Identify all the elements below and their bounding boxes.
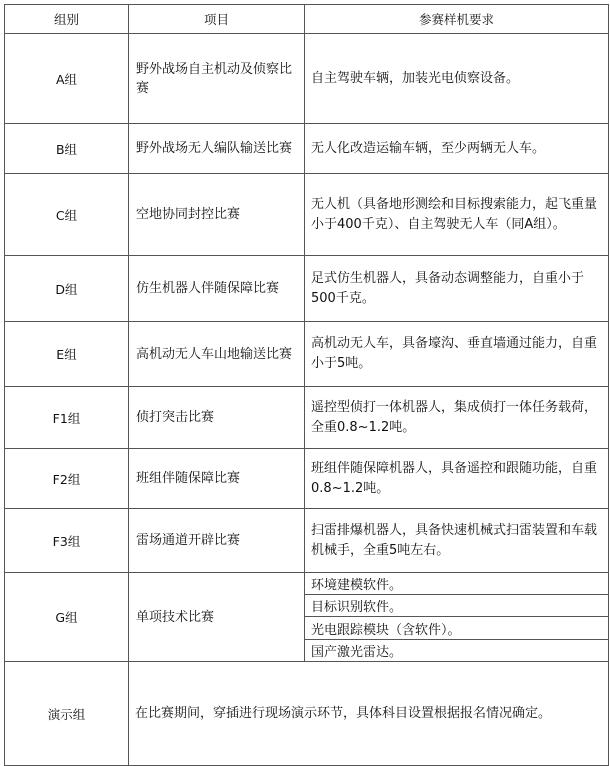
group-cell: E组 — [5, 322, 129, 387]
requirement-cell: 无人机（具备地形测绘和目标搜索能力，起飞重量小于400千克）、自主驾驶无人车（同A组）。 — [305, 174, 609, 256]
list-item: 国产激光雷达。 — [311, 644, 403, 660]
table-row — [5, 509, 609, 573]
table-row — [5, 387, 609, 449]
requirement-cell: 无人化改造运输车辆，至少两辆无人车。 — [305, 124, 609, 174]
list-item: 光电跟踪模块（含软件）。 — [305, 617, 608, 639]
project-cell: 侦打突击比赛 — [129, 387, 305, 449]
project-cell: 单项技术比赛 — [129, 573, 305, 662]
header-row — [5, 5, 609, 34]
requirement-cell: 自主驾驶车辆，加装光电侦察设备。 — [305, 34, 609, 124]
header-group: 组别 — [5, 5, 129, 34]
group-cell: 演示组 — [5, 662, 129, 766]
table-row-demo — [5, 662, 609, 766]
competition-table — [4, 4, 609, 766]
group-cell: B组 — [5, 124, 129, 174]
requirement-cell: 班组伴随保障机器人，具备遥控和跟随功能，自重0.8~1.2吨。 — [305, 449, 609, 509]
demo-text-cell: 在比赛期间，穿插进行现场演示环节，具体科目设置根据报名情况确定。 — [129, 662, 609, 766]
table-row — [5, 322, 609, 387]
list-item: 环境建模软件。 — [305, 573, 608, 595]
requirement-cell: 高机动无人车，具备壕沟、垂直墙通过能力，自重小于5吨。 — [305, 322, 609, 387]
project-cell: 雷场通道开辟比赛 — [129, 509, 305, 573]
project-cell: 空地协同封控比赛 — [129, 174, 305, 256]
table-row — [5, 174, 609, 256]
table-row — [5, 34, 609, 124]
project-cell: 仿生机器人伴随保障比赛 — [129, 256, 305, 322]
project-cell: 班组伴随保障比赛 — [129, 449, 305, 509]
requirement-cell: 扫雷排爆机器人，具备快速机械式扫雷装置和车载机械手，全重5吨左右。 — [305, 509, 609, 573]
table-row — [5, 449, 609, 509]
table-row-g — [5, 573, 609, 662]
project-cell: 野外战场无人编队输送比赛 — [129, 124, 305, 174]
group-cell: A组 — [5, 34, 129, 124]
requirement-cell — [305, 573, 609, 662]
table-row — [5, 256, 609, 322]
group-cell: F3组 — [5, 509, 129, 573]
project-cell: 野外战场自主机动及侦察比赛 — [129, 34, 305, 124]
requirement-cell: 足式仿生机器人，具备动态调整能力，自重小于500千克。 — [305, 256, 609, 322]
group-cell: F1组 — [5, 387, 129, 449]
list-item: 目标识别软件。 — [305, 595, 608, 617]
project-cell: 高机动无人车山地输送比赛 — [129, 322, 305, 387]
table-row — [5, 124, 609, 174]
group-cell: F2组 — [5, 449, 129, 509]
group-cell: G组 — [5, 573, 129, 662]
header-requirement: 参赛样机要求 — [305, 5, 609, 34]
g-items-list — [305, 573, 608, 661]
group-cell: D组 — [5, 256, 129, 322]
group-cell: C组 — [5, 174, 129, 256]
header-project: 项目 — [129, 5, 305, 34]
requirement-cell: 遥控型侦打一体机器人，集成侦打一体任务载荷，全重0.8~1.2吨。 — [305, 387, 609, 449]
